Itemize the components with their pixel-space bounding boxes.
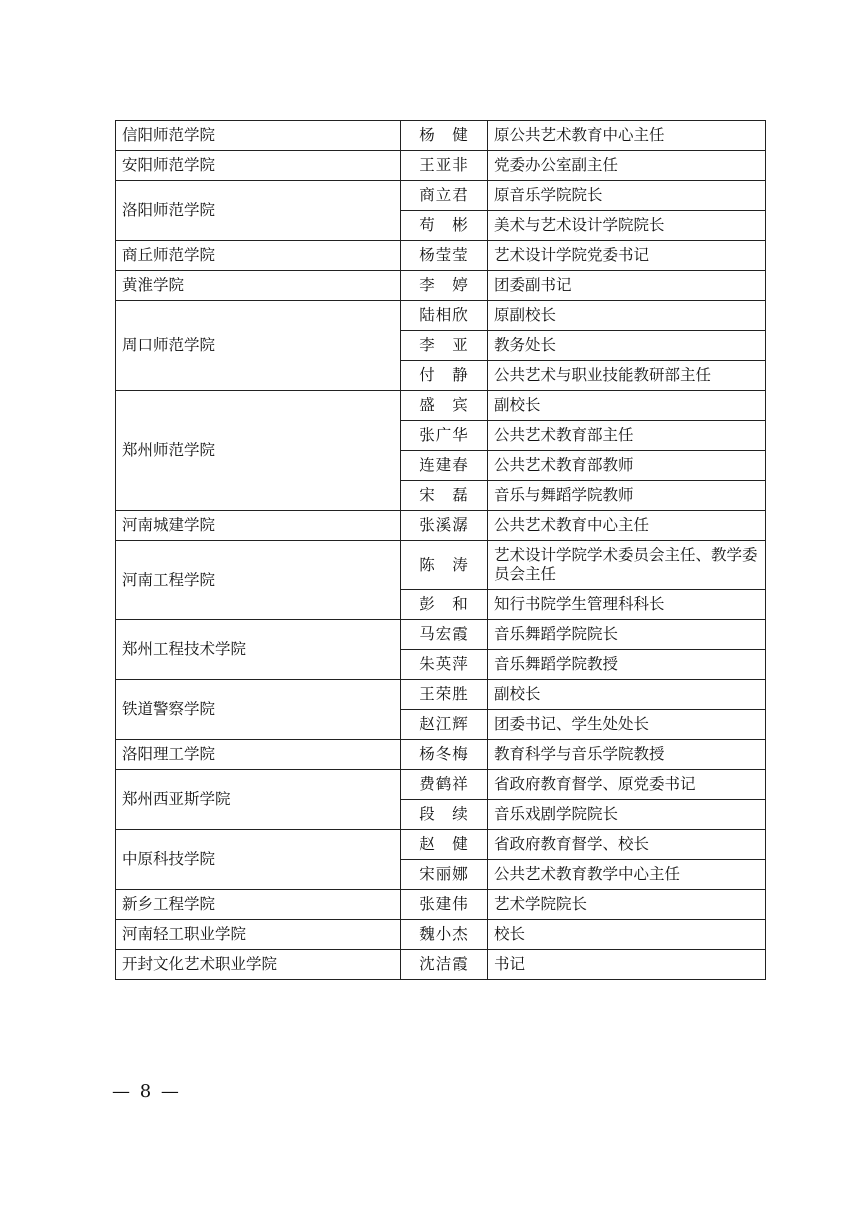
name-cell: 赵 健 — [401, 830, 488, 860]
name-cell: 魏小杰 — [401, 920, 488, 950]
table-row — [116, 920, 766, 950]
name-cell: 盛 宾 — [401, 391, 488, 421]
title-cell: 公共艺术教育部教师 — [488, 451, 766, 481]
school-cell: 中原科技学院 — [116, 830, 401, 890]
school-cell: 河南轻工职业学院 — [116, 920, 401, 950]
table-row — [116, 511, 766, 541]
school-cell: 周口师范学院 — [116, 301, 401, 391]
table-row — [116, 620, 766, 650]
table-row — [116, 541, 766, 590]
title-cell: 原公共艺术教育中心主任 — [488, 121, 766, 151]
name-cell: 张溪潺 — [401, 511, 488, 541]
title-cell: 副校长 — [488, 391, 766, 421]
name-cell: 杨 健 — [401, 121, 488, 151]
name-cell: 杨莹莹 — [401, 241, 488, 271]
table-row — [116, 241, 766, 271]
name-cell: 陈 涛 — [401, 541, 488, 590]
title-cell: 公共艺术教育中心主任 — [488, 511, 766, 541]
title-cell: 美术与艺术设计学院院长 — [488, 211, 766, 241]
school-cell: 信阳师范学院 — [116, 121, 401, 151]
school-cell: 河南工程学院 — [116, 541, 401, 620]
school-cell: 铁道警察学院 — [116, 680, 401, 740]
name-cell: 苟 彬 — [401, 211, 488, 241]
name-cell: 费鹤祥 — [401, 770, 488, 800]
school-cell: 洛阳理工学院 — [116, 740, 401, 770]
school-cell: 郑州西亚斯学院 — [116, 770, 401, 830]
name-cell: 张建伟 — [401, 890, 488, 920]
title-cell: 艺术设计学院党委书记 — [488, 241, 766, 271]
page-number: — 8 — — [112, 1081, 181, 1102]
roster-table — [115, 120, 766, 980]
name-cell: 朱英萍 — [401, 650, 488, 680]
school-cell: 洛阳师范学院 — [116, 181, 401, 241]
table-row — [116, 121, 766, 151]
title-cell: 艺术设计学院学术委员会主任、教学委员会主任 — [488, 541, 766, 590]
table-row — [116, 301, 766, 331]
table-row — [116, 950, 766, 980]
name-cell: 李 亚 — [401, 331, 488, 361]
name-cell: 宋丽娜 — [401, 860, 488, 890]
table-row — [116, 391, 766, 421]
school-cell: 郑州师范学院 — [116, 391, 401, 511]
title-cell: 教务处长 — [488, 331, 766, 361]
name-cell: 付 静 — [401, 361, 488, 391]
table-row — [116, 770, 766, 800]
name-cell: 杨冬梅 — [401, 740, 488, 770]
table-row — [116, 680, 766, 710]
title-cell: 团委书记、学生处处长 — [488, 710, 766, 740]
name-cell: 宋 磊 — [401, 481, 488, 511]
school-cell: 安阳师范学院 — [116, 151, 401, 181]
title-cell: 团委副书记 — [488, 271, 766, 301]
name-cell: 王亚非 — [401, 151, 488, 181]
table-row — [116, 271, 766, 301]
table-row — [116, 740, 766, 770]
title-cell: 副校长 — [488, 680, 766, 710]
title-cell: 音乐舞蹈学院教授 — [488, 650, 766, 680]
school-cell: 黄淮学院 — [116, 271, 401, 301]
name-cell: 彭 和 — [401, 590, 488, 620]
name-cell: 陆相欣 — [401, 301, 488, 331]
name-cell: 连建春 — [401, 451, 488, 481]
title-cell: 党委办公室副主任 — [488, 151, 766, 181]
title-cell: 公共艺术教育教学中心主任 — [488, 860, 766, 890]
name-cell: 王荣胜 — [401, 680, 488, 710]
title-cell: 原音乐学院院长 — [488, 181, 766, 211]
title-cell: 音乐舞蹈学院院长 — [488, 620, 766, 650]
school-cell: 郑州工程技术学院 — [116, 620, 401, 680]
title-cell: 教育科学与音乐学院教授 — [488, 740, 766, 770]
name-cell: 段 续 — [401, 800, 488, 830]
title-cell: 省政府教育督学、原党委书记 — [488, 770, 766, 800]
name-cell: 沈洁霞 — [401, 950, 488, 980]
school-cell: 商丘师范学院 — [116, 241, 401, 271]
title-cell: 音乐戏剧学院院长 — [488, 800, 766, 830]
school-cell: 新乡工程学院 — [116, 890, 401, 920]
title-cell: 省政府教育督学、校长 — [488, 830, 766, 860]
name-cell: 马宏霞 — [401, 620, 488, 650]
table-row — [116, 181, 766, 211]
school-cell: 开封文化艺术职业学院 — [116, 950, 401, 980]
title-cell: 知行书院学生管理科科长 — [488, 590, 766, 620]
name-cell: 张广华 — [401, 421, 488, 451]
name-cell: 商立君 — [401, 181, 488, 211]
title-cell: 公共艺术教育部主任 — [488, 421, 766, 451]
school-cell: 河南城建学院 — [116, 511, 401, 541]
name-cell: 赵江辉 — [401, 710, 488, 740]
title-cell: 书记 — [488, 950, 766, 980]
title-cell: 艺术学院院长 — [488, 890, 766, 920]
table-row — [116, 890, 766, 920]
title-cell: 音乐与舞蹈学院教师 — [488, 481, 766, 511]
table-row — [116, 830, 766, 860]
title-cell: 校长 — [488, 920, 766, 950]
title-cell: 原副校长 — [488, 301, 766, 331]
table-row — [116, 151, 766, 181]
title-cell: 公共艺术与职业技能教研部主任 — [488, 361, 766, 391]
name-cell: 李 婷 — [401, 271, 488, 301]
